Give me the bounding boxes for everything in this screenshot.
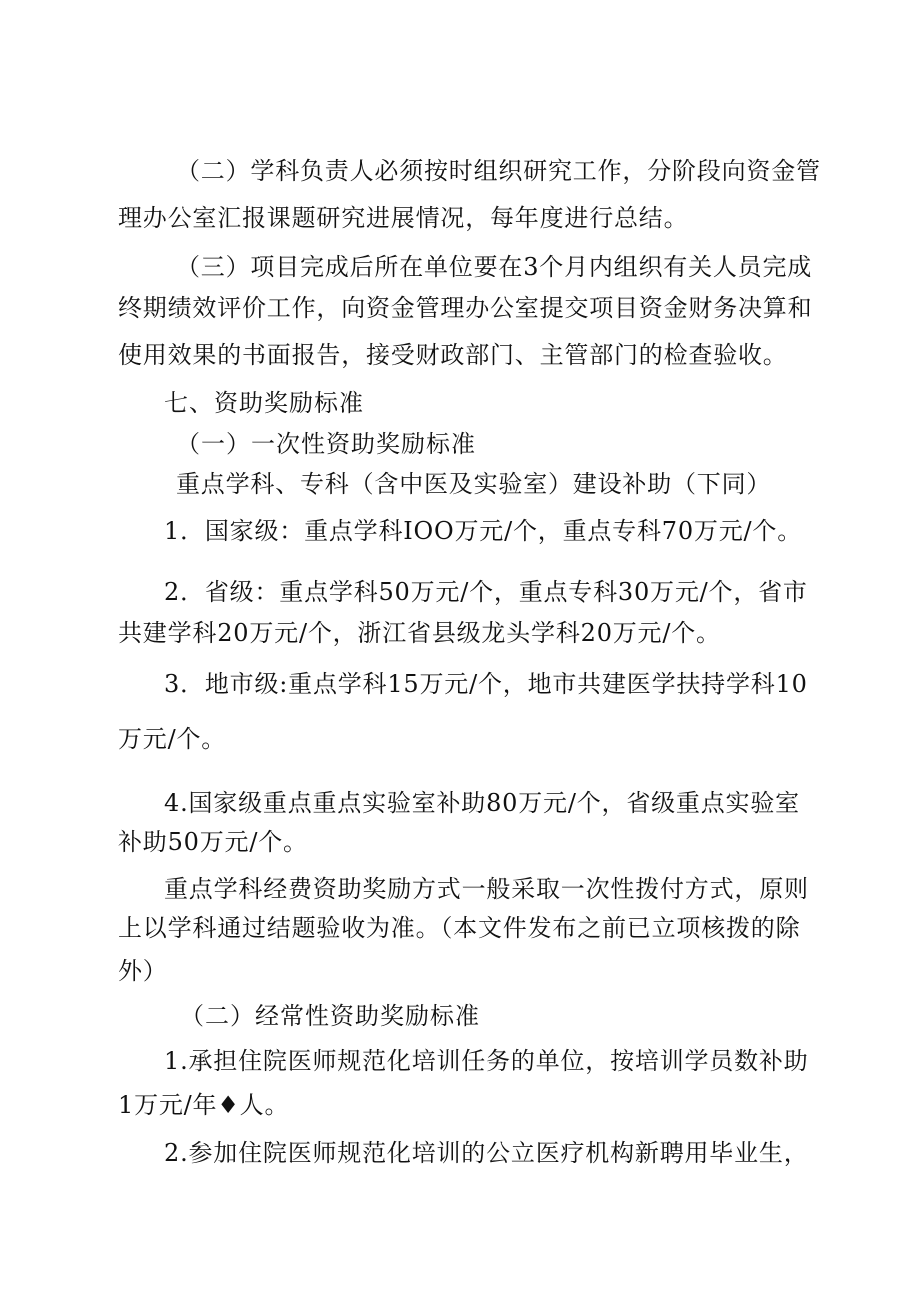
recurring-item-1-line-2: 1万元/年♦人。 [118, 1091, 290, 1119]
item-national-level: 1．国家级：重点学科IOO万元/个，重点专科70万元/个。 [164, 517, 803, 545]
item-provincial-level-line-1: 2．省级：重点学科50万元/个，重点专科30万元/个，省市 [164, 578, 808, 606]
construction-subsidy-note: 重点学科、专科（含中医及实验室）建设补助（下同） [176, 470, 772, 498]
payment-method-line-1: 重点学科经费资助奖励方式一般采取一次性拨付方式，原则 [164, 875, 809, 903]
payment-method-line-2: 上以学科通过结题验收为准。（本文件发布之前已立项核拨的除 [118, 914, 801, 942]
payment-method-line-3: 外） [118, 957, 168, 985]
item-provincial-level-line-2: 共建学科20万元/个，浙江省县级龙头学科20万元/个。 [118, 619, 721, 647]
item-lab-line-1: 4.国家级重点重点实验室补助80万元/个，省级重点实验室 [164, 789, 800, 817]
subheading-one-time: （一）一次性资助奖励标准 [176, 430, 476, 458]
recurring-item-1-line-1: 1.承担住院医师规范化培训任务的单位，按培训学员数补助 [164, 1047, 809, 1075]
item-lab-line-2: 补助50万元/个。 [118, 828, 308, 856]
subheading-recurring: （二）经常性资助奖励标准 [180, 1002, 480, 1030]
recurring-item-2-line-1: 2.参加住院医师规范化培训的公立医疗机构新聘用毕业生， [164, 1139, 809, 1167]
section-heading-seven: 七、资助奖励标准 [164, 389, 364, 417]
item-municipal-level-line-1: 3．地市级:重点学科15万元/个，地市共建医学扶持学科10 [164, 670, 808, 698]
paragraph-3-line-2: 终期绩效评价工作，向资金管理办公室提交项目资金财务决算和 [118, 294, 813, 322]
paragraph-2-line-1: （二）学科负责人必须按时组织研究工作，分阶段向资金管 [176, 157, 821, 185]
paragraph-3-line-3: 使用效果的书面报告，接受财政部门、主管部门的检查验收。 [118, 341, 788, 369]
paragraph-3-line-1: （三）项目完成后所在单位要在3个月内组织有关人员完成 [176, 253, 813, 281]
paragraph-2-line-2: 理办公室汇报课题研究进展情况，每年度进行总结。 [118, 204, 689, 232]
item-municipal-level-line-2: 万元/个。 [118, 725, 227, 753]
